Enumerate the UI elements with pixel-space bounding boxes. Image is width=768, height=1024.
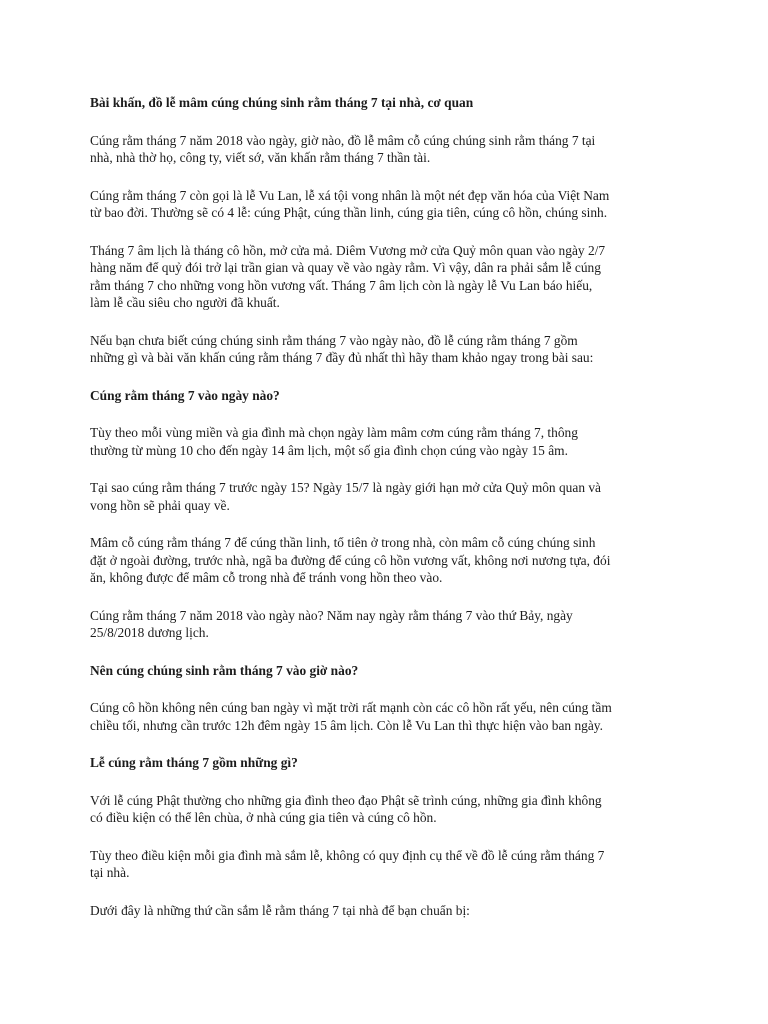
paragraph-vu-lan [90,187,680,222]
paragraph-duoi-day [90,902,680,920]
text-line: Nếu bạn chưa biết cúng chúng sinh rằm tháng 7 vào ngày nào, đồ lễ cúng rằm tháng 7 gồm [90,332,578,348]
text-line: ăn, không được để mâm cỗ trong nhà để tránh vong hồn theo vào. [90,570,443,585]
text-line: tại nhà. [90,865,130,880]
paragraph-tuy-vung-mien [90,424,680,459]
text-line: làm lễ cầu siêu cho người đã khuất. [90,295,280,310]
text-line: Cúng rằm tháng 7 vào ngày nào? [90,387,280,403]
heading-main-title [90,94,680,112]
text-line: Lễ cúng rằm tháng 7 gồm những gì? [90,755,298,770]
text-line: nhà, nhà thờ họ, công ty, viết sớ, văn khấn rằm tháng 7 thần tài. [90,150,431,165]
paragraph-cung-co-hon [90,699,680,734]
text-line: Nên cúng chúng sinh rằm tháng 7 vào giờ nào? [90,662,359,678]
text-line: 25/8/2018 dương lịch. [90,625,209,640]
paragraph-tai-sao [90,479,680,514]
text-line: rằm tháng 7 cho những vong hồn vương vất. Tháng 7 âm lịch còn là ngày lễ Vu Lan báo hiếu, [90,277,593,293]
text-line: thường từ mùng 10 cho đến ngày 14 âm lịch, một số gia đình chọn cúng vào ngày 15 âm. [90,442,568,458]
text-line: Tại sao cúng rằm tháng 7 trước ngày 15? Ngày 15/7 là ngày giới hạn mở cửa Quỷ môn quan và [90,480,601,495]
text-line: Bài khấn, đồ lễ mâm cúng chúng sinh rằm tháng 7 tại nhà, cơ quan [90,95,474,110]
text-line: có điều kiện có thể lên chùa, ở nhà cúng gia tiên và cúng cô hồn. [90,810,437,825]
text-line: Cúng rằm tháng 7 năm 2018 vào ngày, giờ nào, đồ lễ mâm cỗ cúng chúng sinh rằm tháng 7 tại [90,132,596,148]
text-line: Cúng rằm tháng 7 còn gọi là lễ Vu Lan, lễ xá tội vong nhân là một nét đẹp văn hóa của Việt Nam [90,187,610,203]
text-line: những gì và bài văn khấn cúng rằm tháng 7 đầy đủ nhất thì hãy tham khảo ngay trong bài sau: [90,350,594,365]
heading-gio-nao [90,662,680,680]
text-line: Mâm cỗ cúng rằm tháng 7 để cúng thần linh, tổ tiên ở trong nhà, còn mâm cỗ cúng chúng sinh [90,535,596,550]
text-line: Cúng rằm tháng 7 năm 2018 vào ngày nào? Năm nay ngày rằm tháng 7 vào thứ Bảy, ngày [90,607,573,623]
text-line: từ bao đời. Thường sẽ có 4 lễ: cúng Phật, cúng thần linh, cúng gia tiên, cúng cô hồn, chúng sinh. [90,205,608,220]
paragraph-intro [90,132,680,167]
text-line: chiều tối, nhưng cần trước 12h đêm ngày 15 âm lịch. Còn lễ Vu Lan thì thực hiện vào ban ngày. [90,717,603,733]
text-line: vong hồn sẽ phải quay về. [90,497,230,513]
paragraph-mam-co [90,534,680,587]
paragraph-tham-khao [90,332,680,367]
heading-gom-nhung-gi [90,754,680,772]
paragraph-nam-2018 [90,607,680,642]
text-line: đặt ở ngoài đường, trước nhà, ngã ba đường để cúng cô hồn vương vất, không nơi nương tựa, đói [90,552,611,568]
paragraph-cung-phat [90,792,680,827]
text-line: Tháng 7 âm lịch là tháng cô hồn, mở cửa mả. Diêm Vương mở cửa Quỷ môn quan vào ngày 2/7 [90,242,606,258]
text-line: Dưới đây là những thứ cần sắm lễ rằm tháng 7 tại nhà để bạn chuẩn bị: [90,902,470,918]
text-line: Tùy theo điều kiện mỗi gia đình mà sắm lễ, không có quy định cụ thể về đồ lễ cúng rằm tháng 7 [90,847,605,863]
heading-ngay-nao [90,387,680,405]
paragraph-dieu-kien [90,847,680,882]
text-line: Cúng cô hồn không nên cúng ban ngày vì mặt trời rất mạnh còn các cô hồn rất yếu, nên cúng tầm [90,700,612,715]
text-line: hàng năm để quỷ đói trở lại trần gian và quay về vào ngày rằm. Vì vậy, dân ra phải sắm lễ cúng [90,260,601,275]
text-line: Tùy theo mỗi vùng miền và gia đình mà chọn ngày làm mâm cơm cúng rằm tháng 7, thông [90,425,578,440]
text-line: Với lễ cúng Phật thường cho những gia đình theo đạo Phật sẽ trình cúng, những gia đình không [90,792,602,808]
paragraph-co-hon [90,242,680,312]
